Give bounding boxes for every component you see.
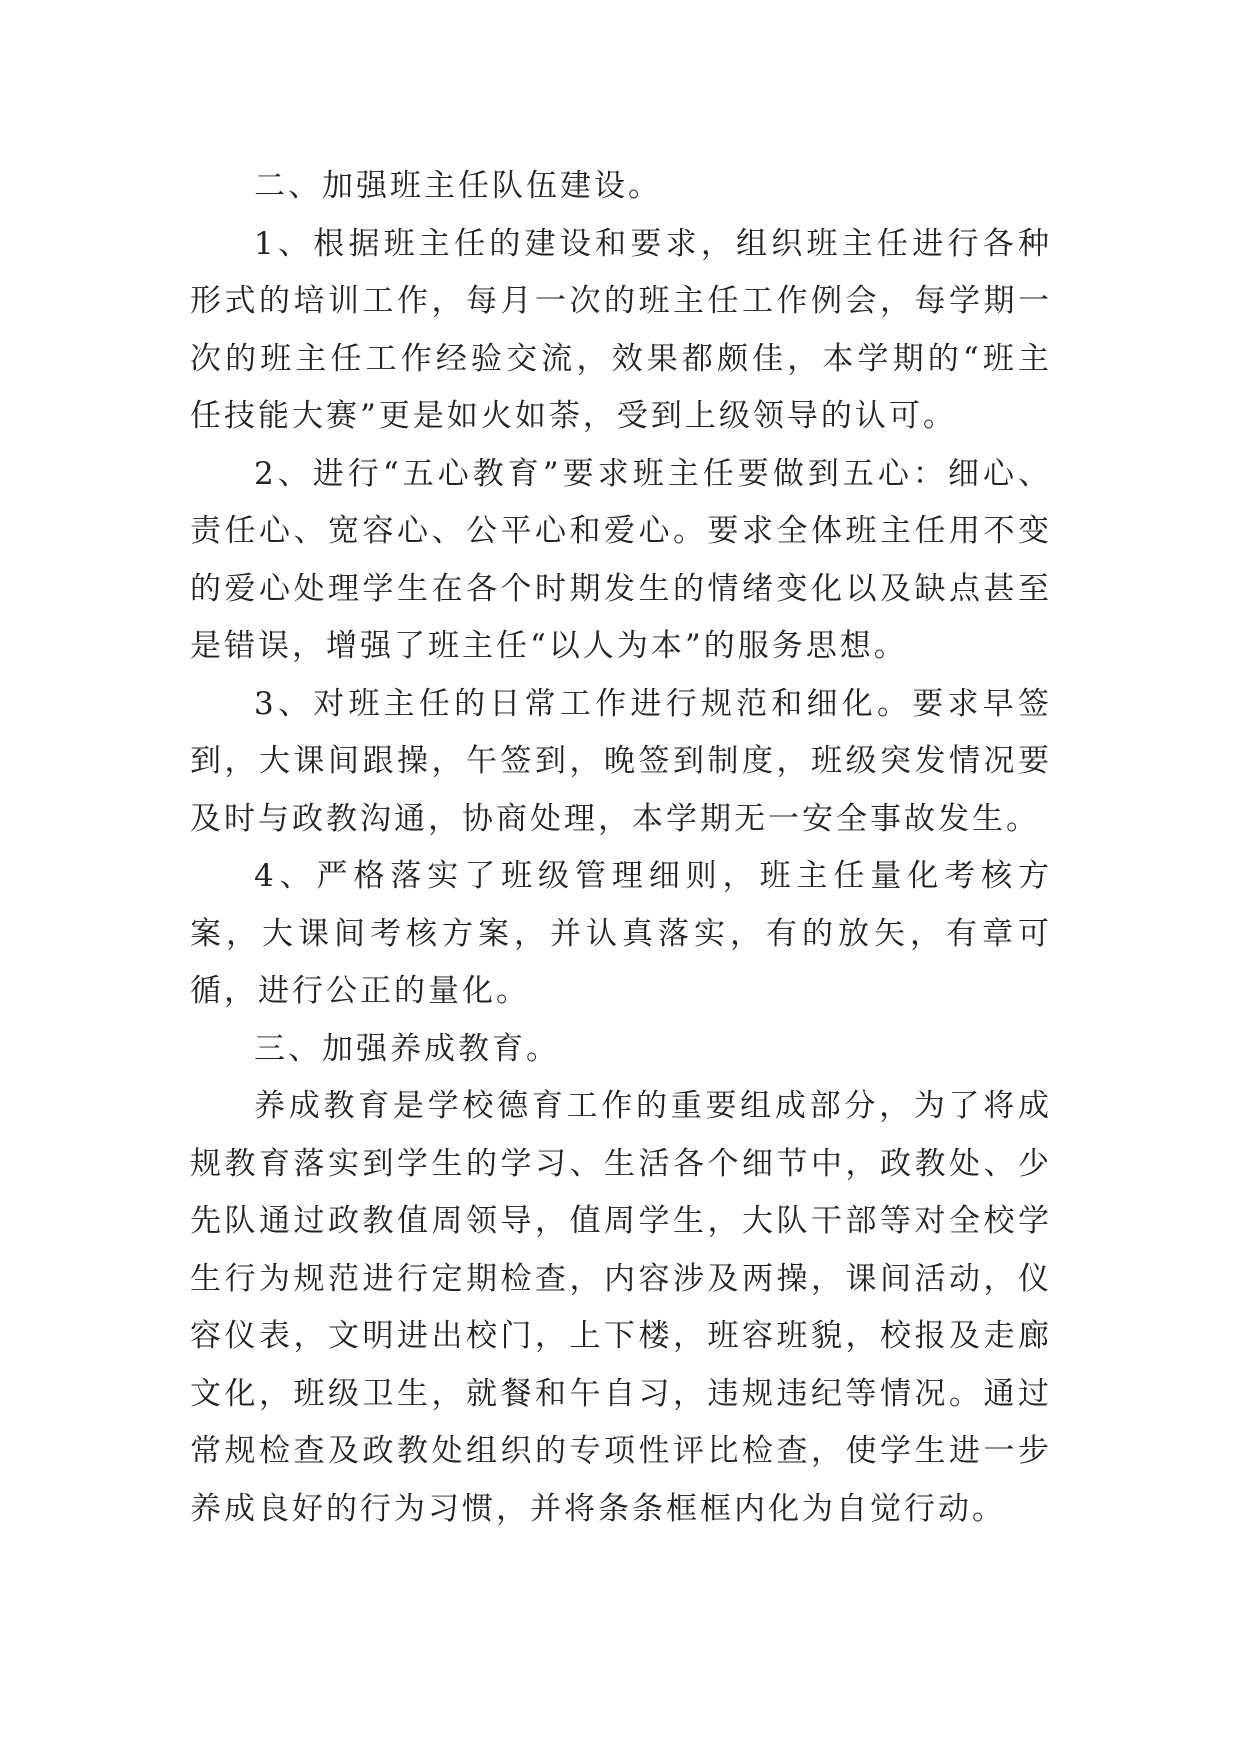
paragraph-habit-education: 养成教育是学校德育工作的重要组成部分，为了将成规教育落实到学生的学习、生活各个细节中，政教处、少先队通过政教值周领导，值周学生，大队干部等对全校学生行为规范进行定期检查，内容涉及两操，课间活动，仪容仪表，文明进出校门，上下楼，班容班貌，校报及走廊文化，班级卫生，就餐和午自习，违规违纪等情况。通过常规检查及政教处组织的专项性评比检查，使学生进一步养成良好的行为习惯，并将条条框框内化为自觉行动。: [190, 1088, 1052, 1527]
document-body: [190, 158, 1052, 1538]
paragraph-item-1: 1、根据班主任的建设和要求，组织班主任进行各种形式的培训工作，每月一次的班主任工作例会，每学期一次的班主任工作经验交流，效果都颇佳，本学期的“班主任技能大赛”更是如火如荼，受到上级领导的认可。: [190, 225, 1052, 434]
section-heading-3: 三、加强养成教育。: [254, 1030, 560, 1067]
paragraph-item-3: 3、对班主任的日常工作进行规范和细化。要求早签到，大课间跟操，午签到，晚签到制度，班级突发情况要及时与政教沟通，协商处理，本学期无一安全事故发生。: [190, 685, 1052, 837]
section-heading-2: 二、加强班主任队伍建设。: [254, 168, 662, 204]
paragraph-item-2: 2、进行“五心教育”要求班主任要做到五心：细心、责任心、宽容心、公平心和爱心。要求全体班主任用不变的爱心处理学生在各个时期发生的情绪变化以及缺点甚至是错误，增强了班主任“以人为本”的服务思想。: [190, 455, 1052, 664]
paragraph-item-4: 4、严格落实了班级管理细则，班主任量化考核方案，大课间考核方案，并认真落实，有的放矢，有章可循，进行公正的量化。: [190, 858, 1052, 1009]
